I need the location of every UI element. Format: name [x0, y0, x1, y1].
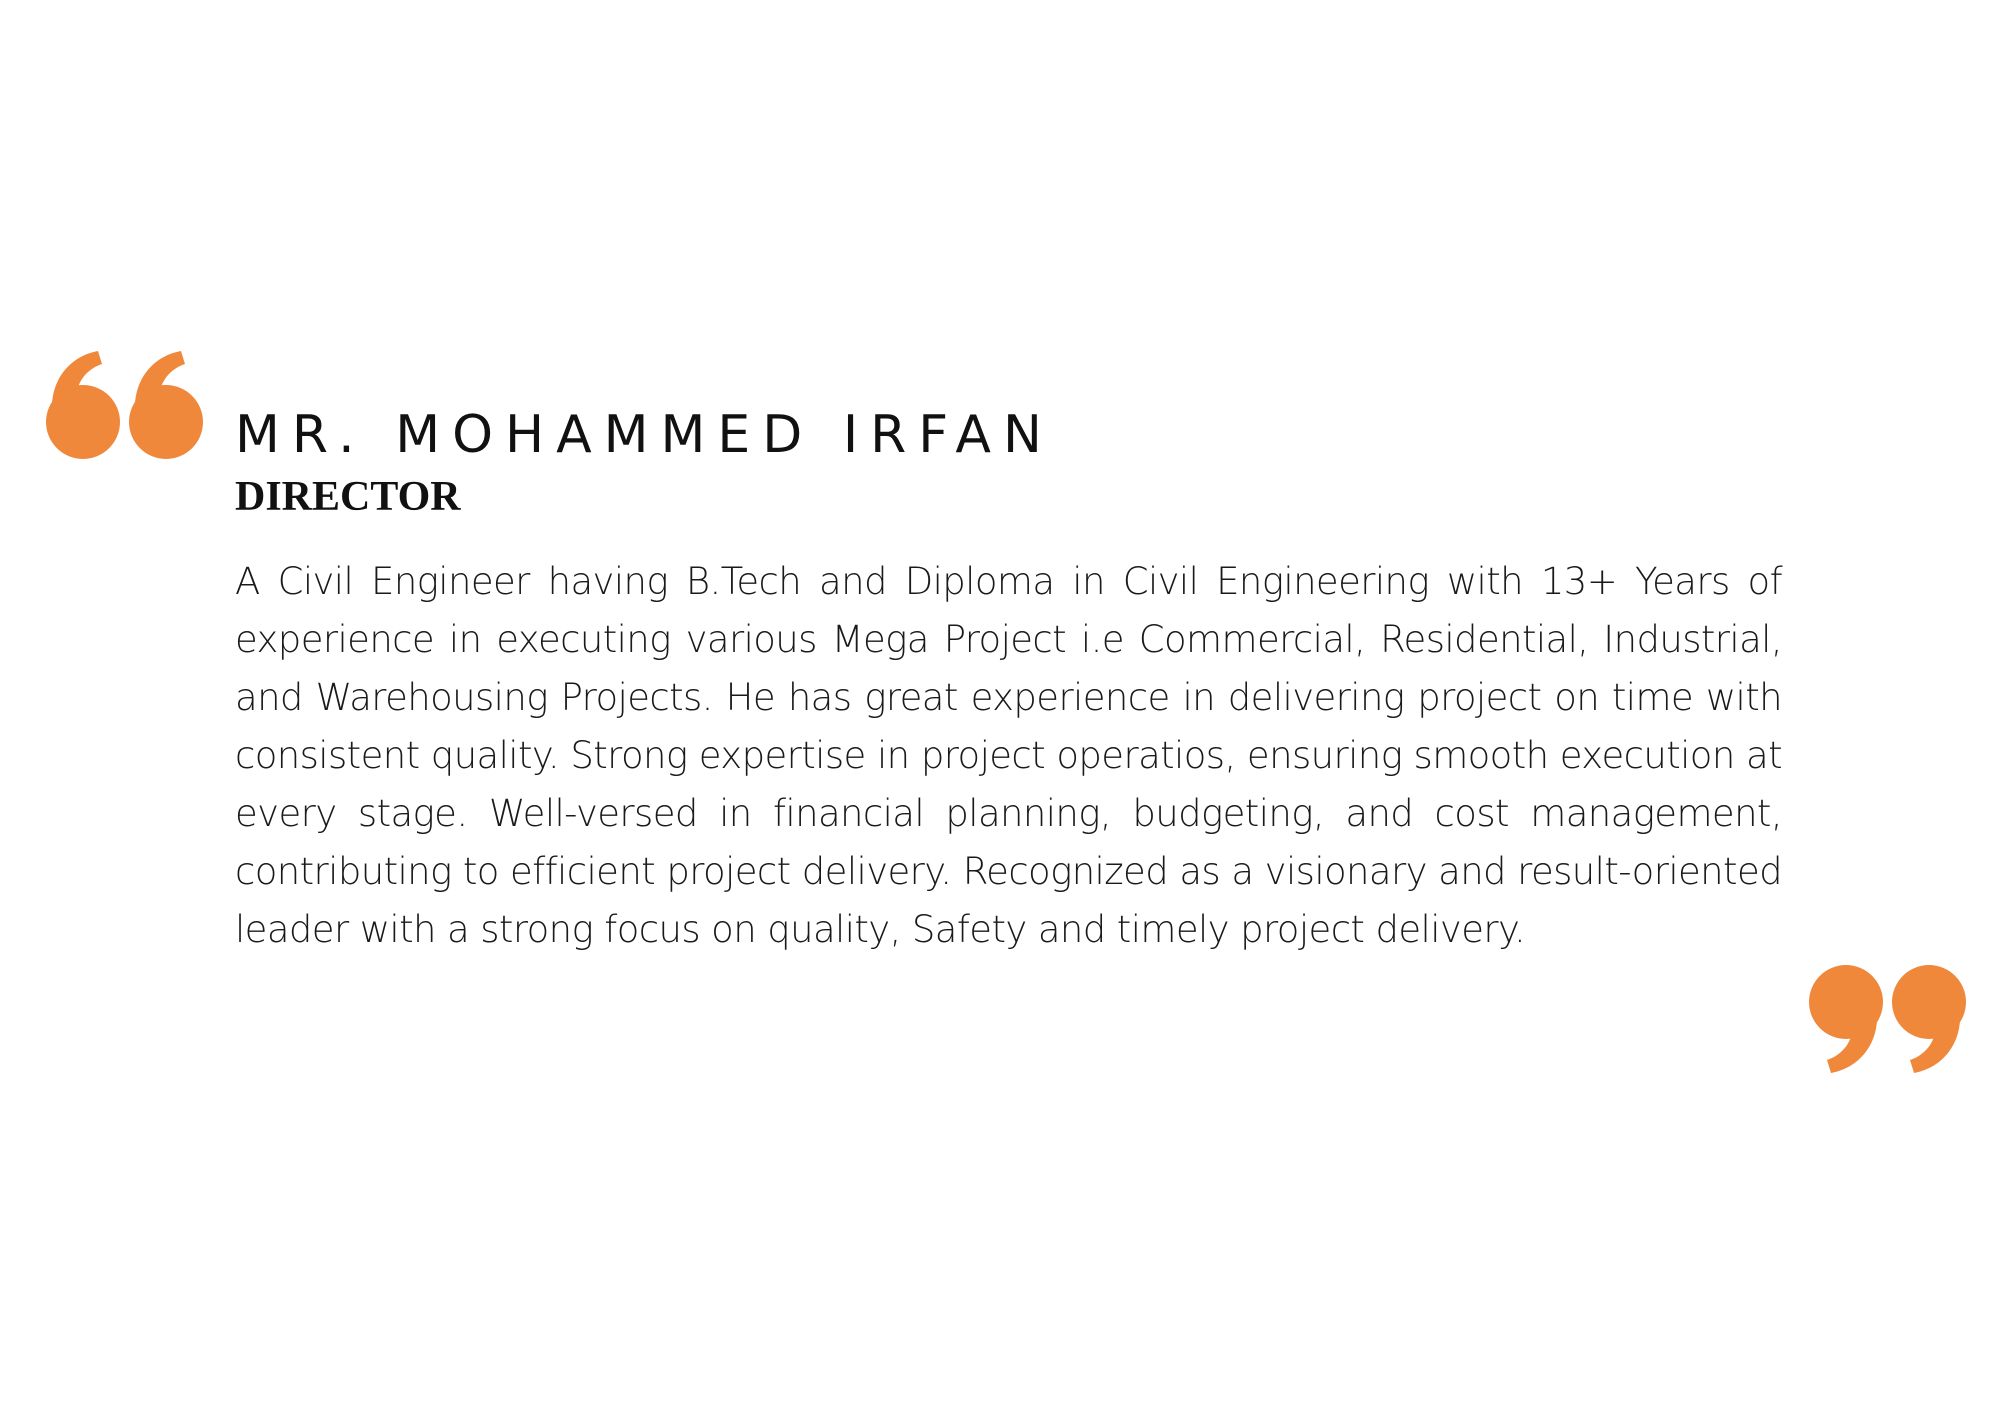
person-name: MR. MOHAMMED IRFAN [235, 405, 1054, 465]
open-quote-icon [46, 350, 206, 460]
person-bio: A Civil Engineer having B.Tech and Diploma in Civil Engineering with 13+ Years of experience in executing various Mega Project i.e Commercial, Residential, Industrial, and Warehousing Projects. He has great experience in delivering project on time with consistent quality. Strong expertise in project operatios, ensuring smooth execution at every stage. Well-versed in financial planning, budgeting, and cost management, contributing to efficient project delivery. Recognized as a visionary and result-oriented leader with a strong focus on quality, Safety and timely project delivery. [235, 560, 1782, 951]
close-quote-icon [1806, 964, 1966, 1074]
person-title: DIRECTOR [235, 474, 461, 520]
